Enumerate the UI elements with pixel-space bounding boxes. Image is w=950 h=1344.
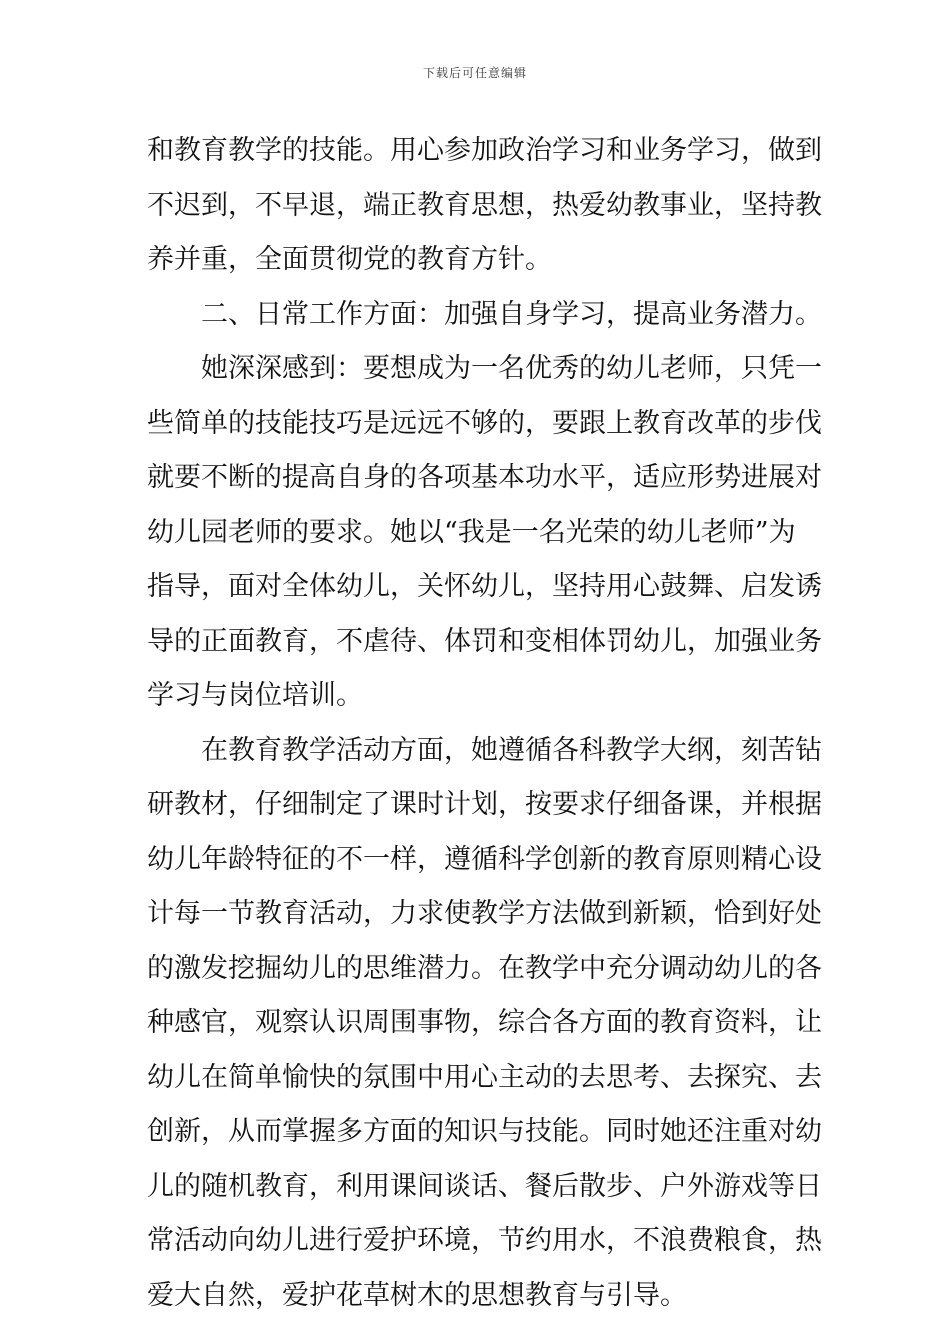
text-line: 幼儿年龄特征的不一样，遵循科学创新的教育原则精心设	[147, 843, 822, 875]
text-line: 研教材，仔细制定了课时计划，按要求仔细备课，并根据	[147, 789, 822, 820]
text-line: 幼儿园老师的要求。她以“我是一名光荣的幼儿老师”为	[147, 516, 796, 548]
page-header: 下载后可任意编辑	[422, 66, 527, 80]
text-line: 学习与岗位培训。	[147, 680, 363, 711]
text-line: 种感官，观察认识周围事物，综合各方面的教育资料，让	[147, 1007, 822, 1038]
text-line: 就要不断的提高自身的各项基本功水平，适应形势进展对	[147, 462, 822, 493]
text-line: 计每一节教育活动，力求使教学方法做到新颖，恰到好处	[147, 898, 822, 929]
text-line: 指导，面对全体幼儿，关怀幼儿，坚持用心鼓舞、启发诱	[147, 571, 822, 602]
text-line: 创新，从而掌握多方面的知识与技能。同时她还注重对幼	[147, 1116, 822, 1147]
section-heading: 二、日常工作方面：加强自身学习，提高业务潜力。	[147, 298, 822, 330]
text-line: 导的正面教育，不虐待、体罚和变相体罚幼儿，加强业务	[147, 625, 822, 657]
document-body	[147, 124, 822, 1323]
text-line: 常活动向幼儿进行爱护环境，节约用水，不浪费粮食，热	[147, 1225, 822, 1256]
text-line: 的激发挖掘幼儿的思维潜力。在教学中充分调动幼儿的各	[147, 952, 822, 984]
text-line: 儿的随机教育，利用课间谈话、餐后散步、户外游戏等日	[147, 1170, 822, 1202]
text-line: 在教育教学活动方面，她遵循各科教学大纲，刻苦钻	[147, 734, 822, 766]
text-line: 爱大自然，爱护花草树木的思想教育与引导。	[147, 1279, 687, 1311]
text-line: 和教育教学的技能。用心参加政治学习和业务学习，做到	[147, 135, 822, 166]
text-line: 些简单的技能技巧是远远不够的，要跟上教育改革的步伐	[147, 407, 822, 439]
text-line: 养并重，全面贯彻党的教育方针。	[147, 244, 552, 275]
text-line: 幼儿在简单愉快的氛围中用心主动的去思考、去探究、去	[147, 1061, 822, 1093]
text-line: 她深深感到：要想成为一名优秀的幼儿老师，只凭一	[147, 353, 822, 384]
text-line: 不迟到，不早退，端正教育思想，热爱幼教事业，坚持教	[147, 189, 822, 221]
